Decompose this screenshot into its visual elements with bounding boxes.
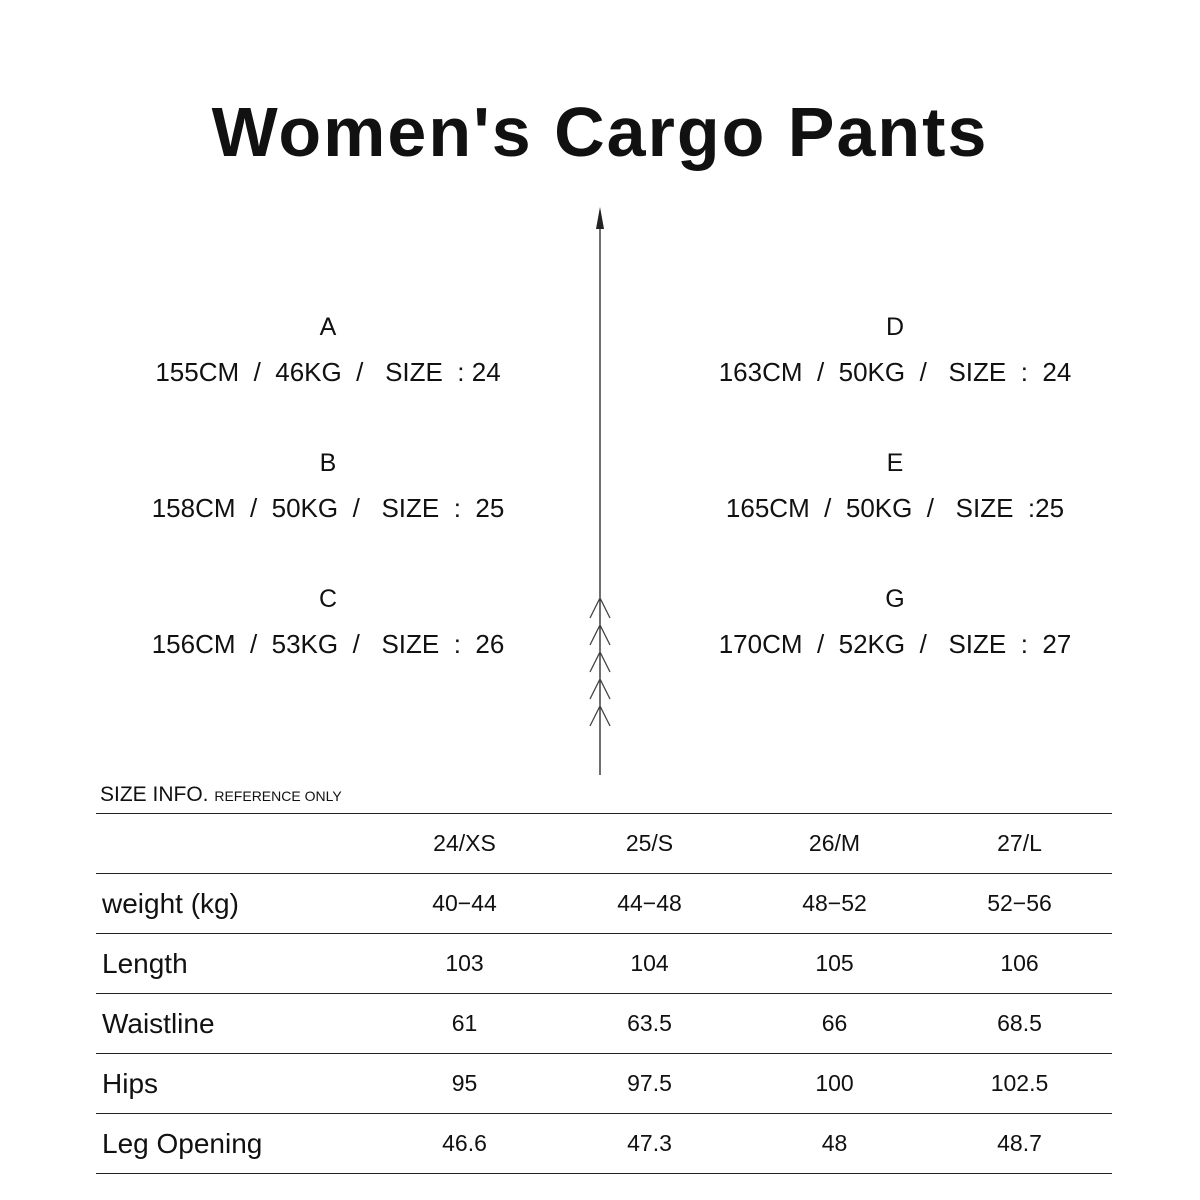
- model-c: [98, 584, 558, 659]
- column-header: 27/L: [927, 814, 1112, 874]
- model-letter: C: [318, 585, 338, 613]
- model-g: [665, 584, 1125, 659]
- table-cell: 68.5: [927, 994, 1112, 1054]
- row-label: Waistline: [96, 994, 372, 1054]
- model-e: [665, 448, 1125, 523]
- table-cell: 104: [557, 934, 742, 994]
- table-corner: [96, 814, 372, 874]
- table-row: [96, 1054, 1112, 1114]
- table-cell: 48−52: [742, 874, 927, 934]
- model-letter: D: [885, 313, 905, 341]
- table-cell: 106: [927, 934, 1112, 994]
- size-info-label: [100, 783, 342, 807]
- column-header: 26/M: [742, 814, 927, 874]
- table-cell: 95: [372, 1054, 557, 1114]
- arrow-fletching-icon: [580, 205, 620, 777]
- row-label: Leg Opening: [96, 1114, 372, 1174]
- table-row: [96, 1114, 1112, 1174]
- model-letter: B: [319, 449, 337, 477]
- row-label: Length: [96, 934, 372, 994]
- model-b: [98, 448, 558, 523]
- model-spec: 158CM / 50KG / SIZE : 25: [151, 493, 505, 523]
- page-title: Women's Cargo Pants: [211, 93, 989, 171]
- table-cell: 46.6: [372, 1114, 557, 1174]
- table-cell: 63.5: [557, 994, 742, 1054]
- table-cell: 40−44: [372, 874, 557, 934]
- table-cell: 100: [742, 1054, 927, 1114]
- table-cell: 48.7: [927, 1114, 1112, 1174]
- table-cell: 61: [372, 994, 557, 1054]
- table-row: [96, 934, 1112, 994]
- model-letter: G: [885, 585, 905, 613]
- model-letter: A: [319, 313, 337, 341]
- table-cell: 44−48: [557, 874, 742, 934]
- table-cell: 103: [372, 934, 557, 994]
- size-table: [96, 813, 1112, 1174]
- table-cell: 48: [742, 1114, 927, 1174]
- model-spec: 163CM / 50KG / SIZE : 24: [718, 357, 1072, 387]
- table-row: [96, 994, 1112, 1054]
- model-spec: 170CM / 52KG / SIZE : 27: [718, 629, 1072, 659]
- model-spec: 156CM / 53KG / SIZE : 26: [151, 629, 505, 659]
- table-row: [96, 874, 1112, 934]
- reference-note: REFERENCE ONLY: [214, 788, 342, 804]
- table-header-row: [96, 814, 1112, 874]
- column-header: 25/S: [557, 814, 742, 874]
- model-a: [98, 312, 558, 387]
- model-letter: E: [886, 449, 904, 477]
- table-cell: 66: [742, 994, 927, 1054]
- row-label: Hips: [96, 1054, 372, 1114]
- table-cell: 47.3: [557, 1114, 742, 1174]
- row-label: weight (kg): [96, 874, 372, 934]
- size-info-heading: SIZE INFO.: [100, 783, 209, 806]
- table-cell: 52−56: [927, 874, 1112, 934]
- column-header: 24/XS: [372, 814, 557, 874]
- table-cell: 97.5: [557, 1054, 742, 1114]
- model-spec: 155CM / 46KG / SIZE : 24: [155, 357, 501, 387]
- model-spec: 165CM / 50KG / SIZE :25: [725, 493, 1065, 523]
- model-d: [665, 312, 1125, 387]
- table-cell: 102.5: [927, 1054, 1112, 1114]
- table-cell: 105: [742, 934, 927, 994]
